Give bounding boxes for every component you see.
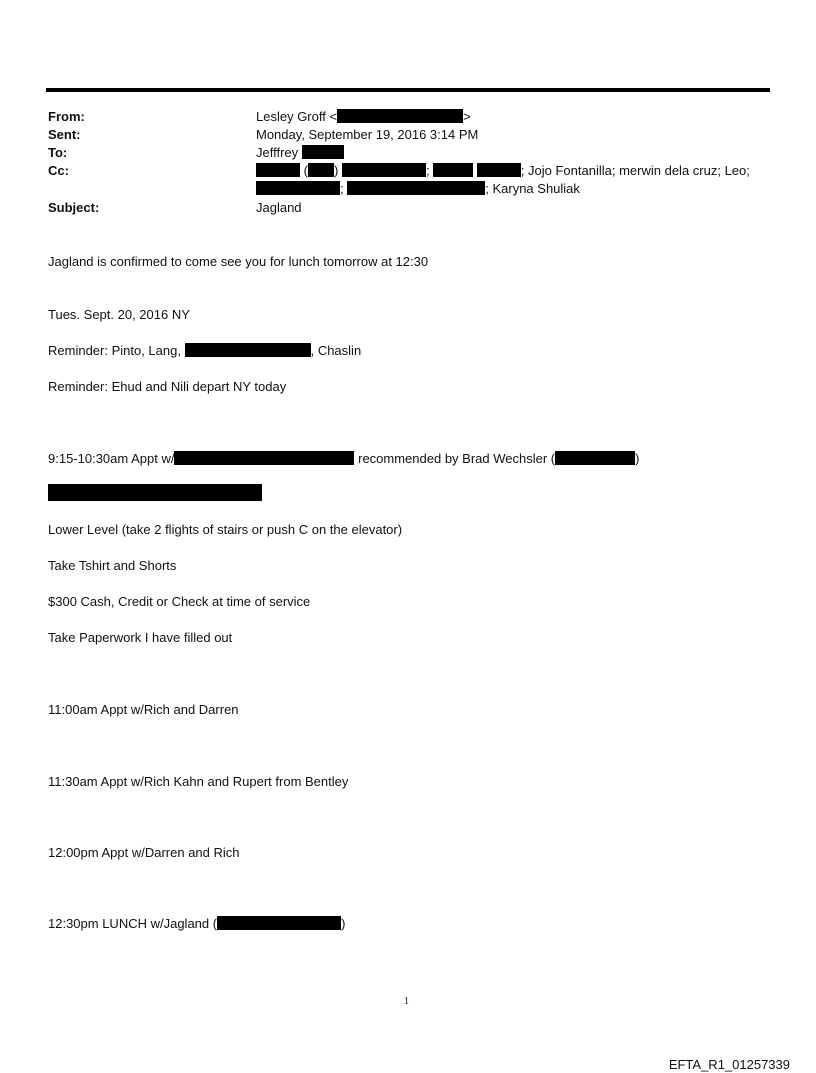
from-value [256,108,471,125]
from-close: > [463,109,471,124]
reminder-line [48,342,361,359]
appt-text: 9:15-10:30am Appt w/ [48,451,175,466]
appt-text: ) [635,451,640,466]
sent-value: Monday, September 19, 2016 3:14 PM [256,127,479,142]
to-name: Jefffrey [256,145,299,160]
appt-text: recommended by Brad Wechsler ( [358,451,556,466]
redaction [217,916,341,930]
subject-value: Jagland [256,200,302,215]
cc-names: ; Karyna Shuliak [485,181,580,196]
appt-line-3: 11:30am Appt w/Rich Kahn and Rupert from Bentley [48,774,349,789]
from-name: Lesley Groff < [256,109,338,124]
note-line-4: Take Paperwork I have filled out [48,630,233,645]
appt-line-1 [48,450,639,467]
to-value [256,144,344,161]
redaction [308,163,334,177]
redaction [477,163,521,177]
lunch-text: ) [341,916,346,931]
note-line-3: $300 Cash, Credit or Check at time of service [48,594,311,609]
sent-label: Sent: [48,127,81,142]
redaction [347,181,485,195]
reminder-line-2: Reminder: Ehud and Nili depart NY today [48,379,287,394]
note-line-2: Take Tshirt and Shorts [48,558,177,573]
redaction [174,451,354,465]
cc-sep: ; [425,163,430,178]
redaction [555,451,635,465]
reminder-text: , Chaslin [310,343,362,358]
reminder-text: Reminder: Pinto, Lang, [48,343,181,358]
redaction [256,163,300,177]
lunch-line [48,915,345,932]
redaction [48,484,262,501]
cc-names: ; Jojo Fontanilla; merwin dela cruz; Leo; [520,163,750,178]
cc-paren-open: ( [303,163,308,178]
redaction [433,163,473,177]
header-rule [46,88,770,92]
cc-paren-close: ) [333,163,339,178]
appt-line-4: 12:00pm Appt w/Darren and Rich [48,845,240,860]
to-label: To: [48,145,68,160]
redacted-line [48,484,262,503]
cc-value-line1 [256,162,750,179]
cc-label: Cc: [48,163,69,178]
lunch-text: 12:30pm LUNCH w/Jagland ( [48,916,218,931]
date-line: Tues. Sept. 20, 2016 NY [48,307,190,322]
redaction [342,163,426,177]
cc-sep: ; [340,181,344,196]
redaction [256,181,340,195]
note-line-1: Lower Level (take 2 flights of stairs or push C on the elevator) [48,522,403,537]
page-number: 1 [404,996,409,1007]
intro-text: Jagland is confirmed to come see you for lunch tomorrow at 12:30 [48,254,429,269]
cc-value-line2 [256,180,580,197]
appt-line-2: 11:00am Appt w/Rich and Darren [48,702,239,717]
redaction [185,343,311,357]
redaction [302,145,344,159]
footer-id: EFTA_R1_01257339 [668,1057,790,1072]
subject-label: Subject: [48,200,100,215]
redaction [337,109,463,123]
from-label: From: [48,109,85,124]
